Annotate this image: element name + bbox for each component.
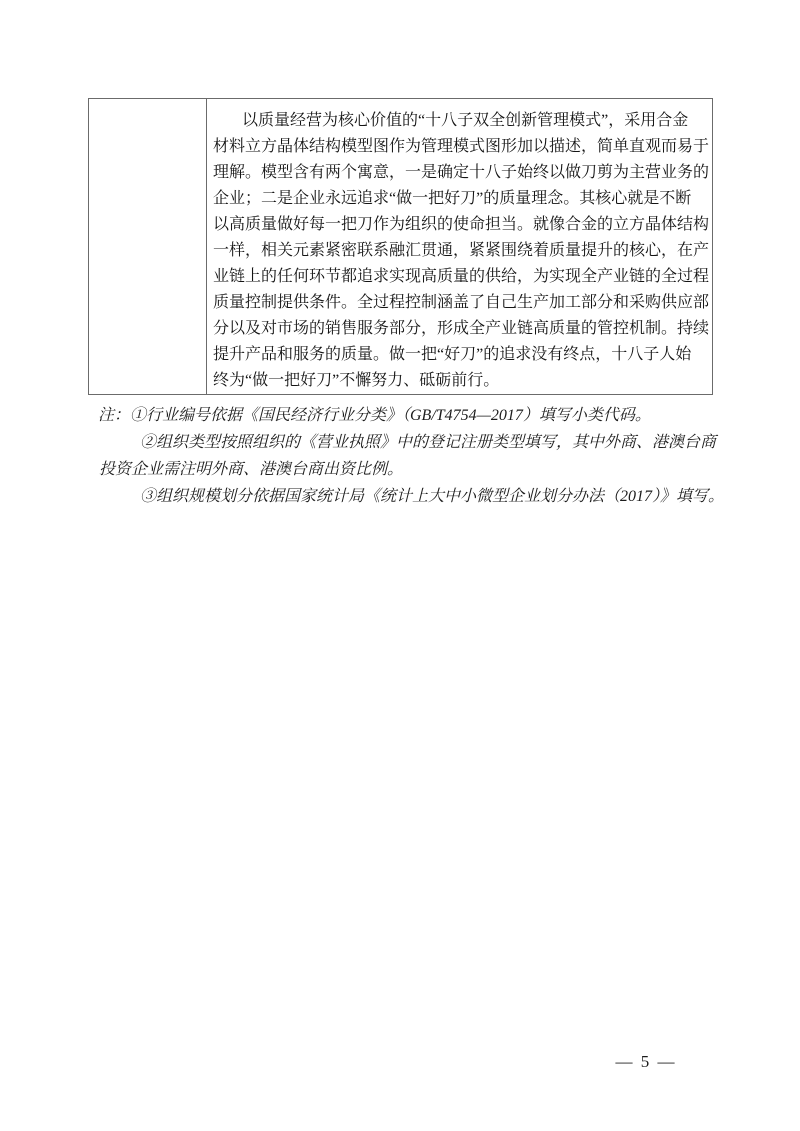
paragraph-line: 质量控制提供条件。全过程控制涵盖了自己生产加工部分和采购供应部 — [213, 294, 710, 311]
paragraph-line: 终为“做一把好刀”不懈努力、砥砺前行。 — [213, 372, 500, 389]
info-table — [88, 98, 713, 395]
note-line-3: 投资企业需注明外商、港澳台商出资比例。 — [99, 461, 404, 478]
paragraph-line: 分以及对市场的销售服务部分，形成全产业链高质量的管控机制。持续 — [213, 320, 710, 337]
paragraph-line: 一样，相关元素紧密联系融汇贯通，紧紧围绕着质量提升的核心，在产 — [213, 242, 710, 259]
paragraph-line: 企业；二是企业永远追求“做一把好刀”的质量理念。其核心就是不断 — [213, 190, 692, 207]
paragraph-line: 提升产品和服务的质量。做一把“好刀”的追求没有终点，十八子人始 — [213, 346, 692, 363]
note-line-4: ③组织规模划分依据国家统计局《统计上大中小微型企业划分办法（2017）》填写。 — [140, 488, 725, 505]
notes-section — [98, 402, 723, 510]
page-number: — 5 — — [615, 1052, 677, 1071]
paragraph-line: 以质量经营为核心价值的“十八子双全创新管理模式”，采用合金 — [242, 112, 689, 129]
paragraph-line: 以高质量做好每一把刀作为组织的使命担当。就像合金的立方晶体结构 — [213, 216, 710, 233]
paragraph-line: 理解。模型含有两个寓意，一是确定十八子始终以做刀剪为主营业务的 — [213, 164, 710, 181]
note-line-1: 注：①行业编号依据《国民经济行业分类》（GB/T4754—2017）填写小类代码。 — [98, 407, 651, 424]
table-paragraph — [213, 108, 710, 394]
note-line-2: ②组织类型按照组织的《营业执照》中的登记注册类型填写，其中外商、港澳台商 — [140, 434, 717, 451]
paragraph-line: 业链上的任何环节都追求实现高质量的供给，为实现全产业链的全过程 — [213, 268, 710, 285]
table-content-cell — [207, 99, 712, 394]
table-left-cell — [89, 99, 207, 394]
paragraph-line: 材料立方晶体结构模型图作为管理模式图形加以描述，简单直观而易于 — [213, 138, 710, 155]
